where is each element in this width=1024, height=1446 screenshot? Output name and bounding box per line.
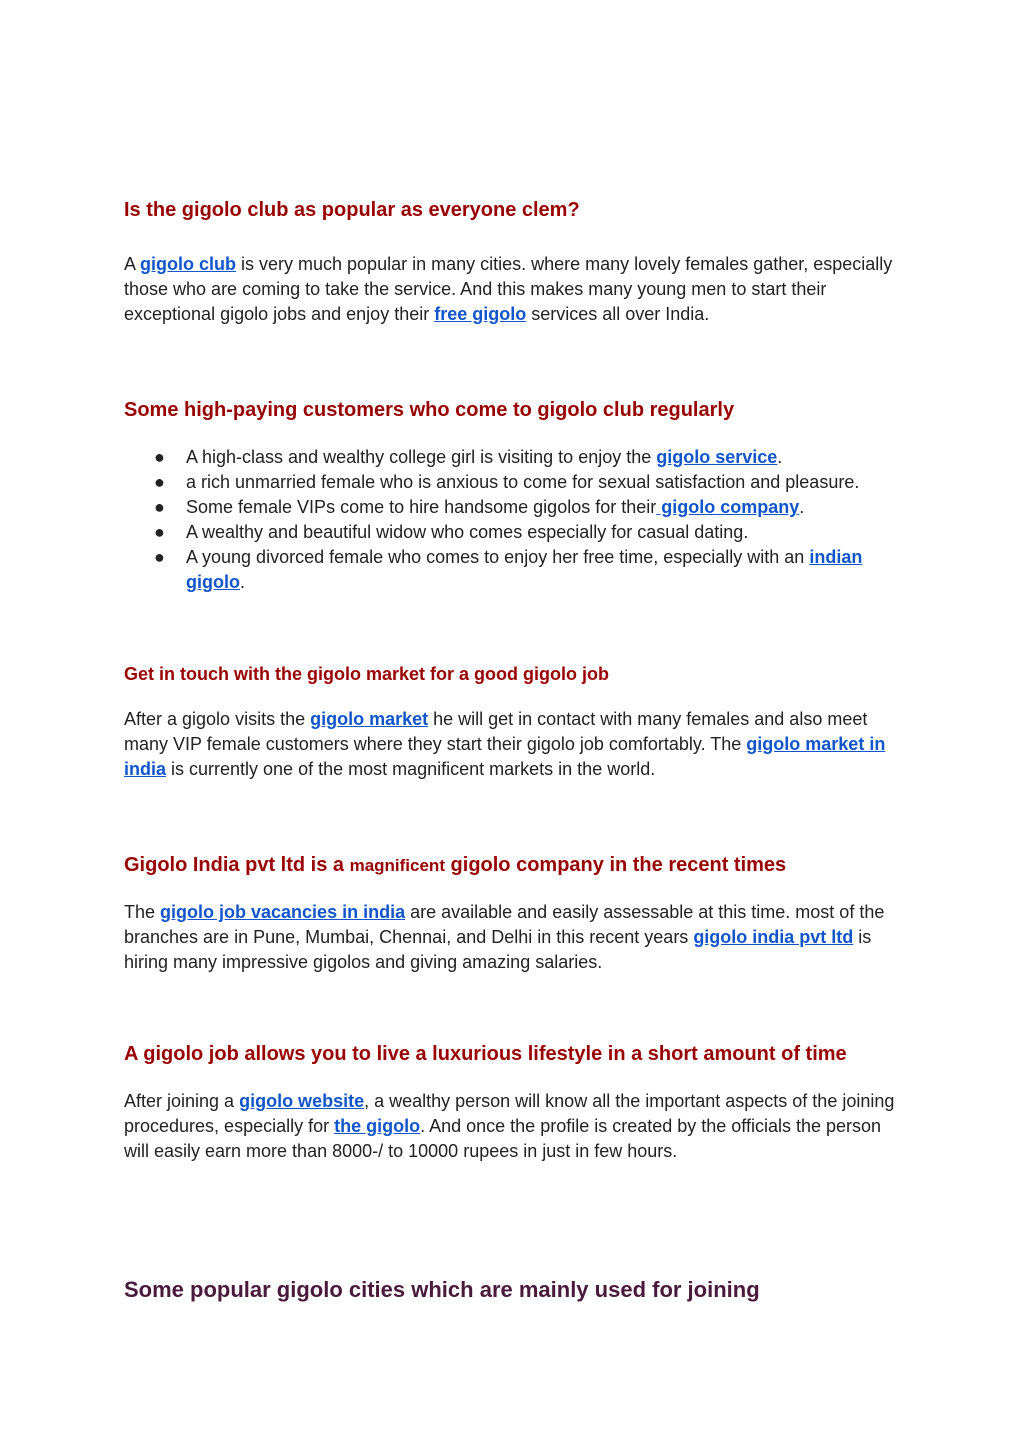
- text: .: [799, 497, 805, 517]
- bullet-icon: ●: [154, 547, 165, 567]
- text: . And once the profile is created by the officials the person will easily earn more than 8000-/ to 10000 rupees in just in few hours.: [124, 1116, 882, 1161]
- link-gigolo-market-india[interactable]: gigolo market in india: [124, 734, 886, 779]
- text: The: [124, 902, 161, 922]
- section-heading-market: Get in touch with the gigolo market for a good gigolo job: [124, 664, 609, 684]
- text: he will get in contact with many females and also meet many VIP female customers where they start their gigolo job comfortably. The: [124, 709, 868, 754]
- heading-part: magnificent: [349, 856, 445, 875]
- bullet-icon: ●: [154, 497, 165, 517]
- bullet-icon: ●: [154, 447, 165, 467]
- text: is hiring many impressive gigolos and giving amazing salaries.: [124, 927, 872, 972]
- text: Some female VIPs come to hire handsome gigolos for their: [186, 497, 657, 517]
- heading-part: gigolo company in the recent times: [444, 854, 787, 876]
- customer-list: [124, 445, 900, 595]
- text: a rich unmarried female who is anxious to come for sexual satisfaction and pleasure.: [186, 472, 860, 492]
- paragraph-gigolo-market: [124, 707, 900, 782]
- text: A wealthy and beautiful widow who comes especially for casual dating.: [186, 522, 749, 542]
- link-indian-gigolo[interactable]: indian gigolo: [186, 547, 863, 592]
- list-item: [124, 445, 900, 470]
- list-item: [124, 520, 900, 545]
- text: .: [777, 447, 783, 467]
- text: is currently one of the most magnificent markets in the world.: [166, 759, 656, 779]
- text: After a gigolo visits the: [124, 709, 311, 729]
- list-item: [124, 495, 900, 520]
- text: services all over India.: [526, 304, 710, 324]
- text: is very much popular in many cities. where many lovely females gather, especially those who are coming to take the service. And this makes many young men to start their exceptional gigolo jobs and enjoy their: [124, 254, 893, 324]
- link-gigolo-club[interactable]: gigolo club: [140, 254, 237, 274]
- section-heading-company: [124, 854, 786, 877]
- text: A young divorced female who comes to enjoy her free time, especially with an: [186, 547, 810, 567]
- link-free-gigolo[interactable]: free gigolo: [434, 304, 527, 324]
- list-item: [124, 470, 900, 495]
- text: A: [124, 254, 141, 274]
- paragraph-gigolo-website: [124, 1089, 900, 1164]
- paragraph-job-vacancies: [124, 900, 900, 975]
- section-heading-customers: Some high-paying customers who come to gigolo club regularly: [124, 399, 735, 421]
- text: are available and easily assessable at this time. most of the branches are in Pune, Mumbai, Chennai, and Delhi in this recent years: [124, 902, 885, 947]
- link-gigolo-website[interactable]: gigolo website: [239, 1091, 365, 1111]
- bullet-icon: ●: [154, 472, 165, 492]
- heading-part: Gigolo India pvt ltd is a: [124, 854, 350, 876]
- link-gigolo-service[interactable]: gigolo service: [656, 447, 778, 467]
- text: After joining a: [124, 1091, 240, 1111]
- bullet-icon: ●: [154, 522, 165, 542]
- text: , a wealthy person will know all the important aspects of the joining procedures, especially for: [124, 1091, 895, 1136]
- section-heading-cities: Some popular gigolo cities which are mainly used for joining: [124, 1277, 760, 1302]
- text: A high-class and wealthy college girl is visiting to enjoy the: [186, 447, 657, 467]
- link-gigolo-india-pvt-ltd[interactable]: gigolo india pvt ltd: [693, 927, 854, 947]
- section-heading-lifestyle: A gigolo job allows you to live a luxurious lifestyle in a short amount of time: [124, 1043, 847, 1065]
- link-job-vacancies[interactable]: gigolo job vacancies in india: [160, 902, 406, 922]
- section-heading-popularity: Is the gigolo club as popular as everyone clem?: [124, 199, 580, 221]
- text: .: [239, 572, 245, 592]
- link-gigolo-market[interactable]: gigolo market: [310, 709, 429, 729]
- list-item: [124, 545, 900, 595]
- link-gigolo-company[interactable]: gigolo company: [656, 497, 800, 517]
- link-the-gigolo[interactable]: the gigolo: [334, 1116, 421, 1136]
- paragraph-gigolo-club: [124, 252, 900, 327]
